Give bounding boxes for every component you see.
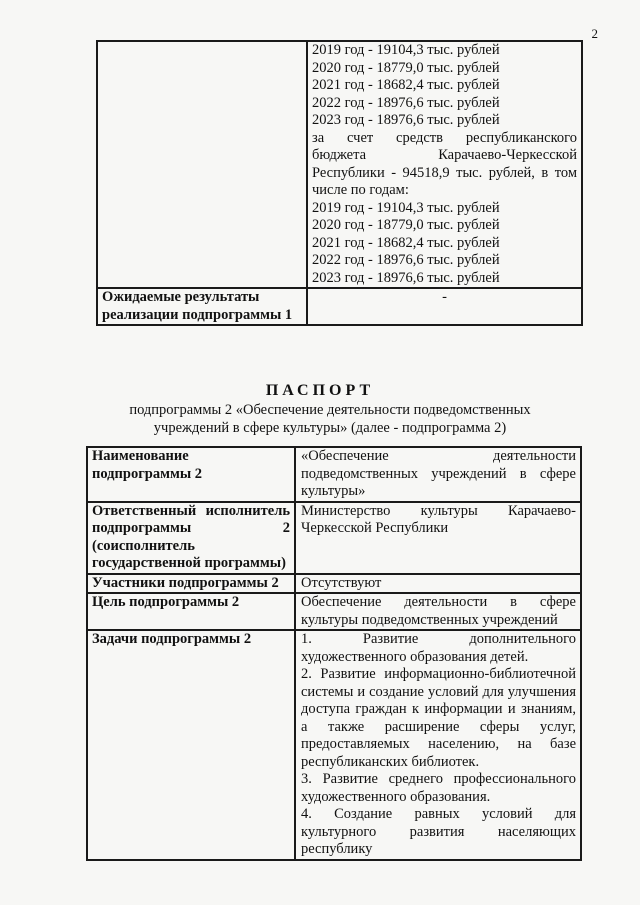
row-label: Участники подпрограммы 2 (87, 574, 295, 594)
funding-line: 2019 год - 19104,3 тыс. рублей (312, 42, 500, 58)
row-value: «Обеспечение деятельности подведомственных учреждений в сфере культуры» (295, 447, 581, 502)
funding-line: 2022 год - 18976,6 тыс. рублей (312, 94, 500, 111)
funding-line: 2023 год - 18976,6 тыс. рублей (312, 269, 500, 286)
task-item: 3. Развитие среднего профессионального художественного образования. (301, 771, 576, 805)
funding-line: 2021 год - 18682,4 тыс. рублей (312, 234, 500, 251)
task-item: 4. Создание равных условий для культурного развития населяющих республику (301, 806, 576, 857)
row-value: Обеспечение деятельности в сфере культуры подведомственных учреждений (295, 593, 581, 630)
row-value: Министерство культуры Карачаево-Черкесской Республики (295, 502, 581, 574)
expected-results-label: Ожидаемые результаты реализации подпрограммы 1 (97, 288, 307, 325)
table-row (87, 447, 581, 502)
task-item: 1. Развитие дополнительного художественного образования детей. (301, 631, 576, 665)
passport-title: ПАСПОРТ (265, 382, 375, 399)
page-number: 2 (591, 26, 598, 41)
funding-line: 2020 год - 18779,0 тыс. рублей (312, 59, 500, 76)
table-row (87, 502, 581, 574)
funding-line: 2022 год - 18976,6 тыс. рублей (312, 252, 500, 268)
tasks-label: Задачи подпрограммы 2 (87, 630, 295, 860)
funding-line: 2019 год - 19104,3 тыс. рублей (312, 199, 500, 216)
passport-table (86, 446, 582, 861)
table-row (87, 574, 581, 594)
funding-line: 2023 год - 18976,6 тыс. рублей (312, 112, 500, 128)
passport-subtitle: подпрограммы 2 «Обеспечение деятельности подведомственных учреждений в сфере культуры» (далее - подпрограмма 2) (129, 402, 531, 436)
row-value: Отсутствуют (295, 574, 581, 594)
empty-label-cell (97, 41, 307, 288)
row-label: Цель подпрограммы 2 (87, 593, 295, 630)
task-item: 2. Развитие информационно-библиотечной системы и создание условий для улучшения доступа граждан к информации и знаниям, а также расширение сферы услуг, предоставляемых населению, на базе республиканских библиотек. (301, 666, 576, 770)
table-row (87, 593, 581, 630)
table-row (87, 630, 581, 860)
row-label: Наименование подпрограммы 2 (87, 447, 295, 502)
funding-table-continued (96, 40, 583, 326)
funding-line: 2021 год - 18682,4 тыс. рублей (312, 77, 500, 93)
funding-cell (307, 41, 582, 288)
funding-line: 2020 год - 18779,0 тыс. рублей (312, 217, 500, 233)
expected-results-value: - (307, 288, 582, 325)
republic-budget-text: за счет средств республиканского бюджета Карачаево-Черкесской Республики - 94518,9 тыс. рублей, в том числе по годам: (312, 129, 577, 198)
row-label: Ответственный исполнитель подпрограммы 2 (соисполнитель государственной программы) (87, 502, 295, 574)
tasks-cell (295, 630, 581, 860)
